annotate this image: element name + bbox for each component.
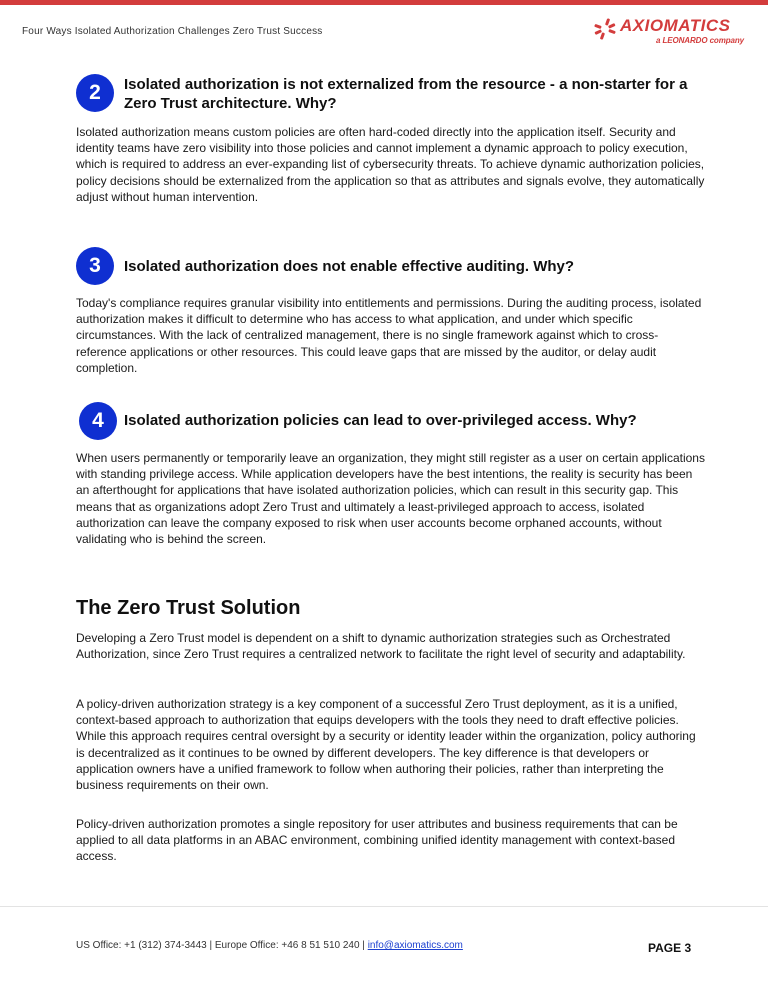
section-number-badge: 4	[79, 402, 117, 440]
section-number-badge: 3	[76, 247, 114, 285]
top-accent-bar	[0, 0, 768, 5]
solution-paragraph: Developing a Zero Trust model is dependent on a shift to dynamic authorization strategies such as Orchestrated Authorization, since Zero Trust requires a centralized network to facilitate the right level of security and adaptability.	[76, 631, 686, 662]
logo-mark-icon	[594, 18, 616, 40]
logo-name: AXIOMATICS	[620, 16, 731, 35]
section-body: Today's compliance requires granular visibility into entitlements and permissions. During the auditing process, isolated authorization makes it difficult to determine who has access to what application, and under which specific circumstances. With the lack of centralized management, there is no single framework against which to cross-reference applications or other resources. This could leave gaps that are missed by the auditor, or delay audit completion.	[76, 296, 702, 375]
logo-subtitle: a LEONARDO company	[656, 36, 744, 45]
solution-paragraph: Policy-driven authorization promotes a single repository for user attributes and business requirements that can be applied to all data platforms in an ABAC environment, combining unified identity management with context-based access.	[76, 817, 678, 864]
email-link[interactable]: info@axiomatics.com	[367, 940, 463, 951]
solution-paragraph: A policy-driven authorization strategy is a key component of a successful Zero Trust deployment, as it is a unified, context-based approach to authorization that equips developers with the tools they need to draft effective policies. While this approach requires central oversight by a security or identity leader within the organization, policy authoring is decentralized as it continues to be owned by different developers. The key difference is that developers or application owners have a unified framework to follow when authoring their policies, rather than interpreting the business requirements on their own.	[76, 697, 696, 793]
section-body: Isolated authorization means custom policies are often hard-coded directly into the application itself. Security and identity teams have zero visibility into those policies and cannot implement a dynamic approach to policy execution, which is required to address an ever-expanding list of cybersecurity threats. To achieve dynamic authorization policies, policy decisions should be externalized from the application so that as attributes and signals evolve, they automatically adjust without human intervention.	[76, 125, 705, 204]
footer-offices: US Office: +1 (312) 374-3443 | Europe Office: +46 8 51 510 240 |	[76, 940, 365, 951]
footer-divider	[0, 906, 768, 907]
section-title: Isolated authorization is not externalized from the resource - a non-starter for a Zero Trust architecture. Why?	[124, 76, 688, 112]
running-title: Four Ways Isolated Authorization Challenges Zero Trust Success	[22, 26, 323, 37]
footer-contact	[76, 940, 463, 951]
section-title: Isolated authorization policies can lead to over-privileged access. Why?	[124, 412, 637, 429]
page-number: PAGE 3	[648, 941, 692, 955]
axiomatics-logo	[594, 16, 746, 48]
section-number-badge: 2	[76, 74, 114, 112]
section-body: When users permanently or temporarily leave an organization, they might still register as a user on certain applications with standing privilege access. While application developers have the best intentions, the reality is security has been an afterthought for applications that have isolated authorization policies, which can result in this security gap. This means that as organizations adopt Zero Trust and ultimately a least-privileged approach to access, isolated authorization can leave the company exposed to risk when user accounts become orphaned accounts, without validating who is behind the screen.	[76, 451, 705, 547]
section-title: Isolated authorization does not enable effective auditing. Why?	[124, 258, 575, 275]
solution-heading: The Zero Trust Solution	[76, 597, 301, 619]
